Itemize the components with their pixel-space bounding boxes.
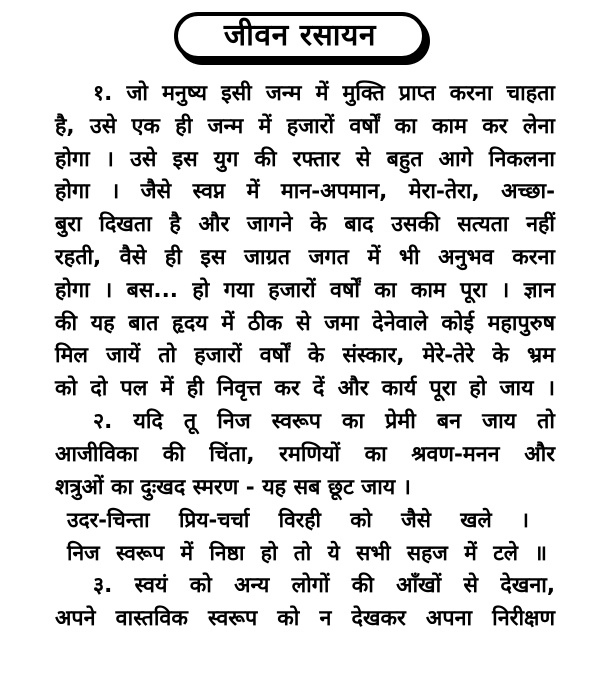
paragraph-line: है, उसे एक ही जन्म में हजारों वर्षों का काम कर लेना (55, 113, 555, 139)
paragraph-line: की यह बात हृदय में ठीक से जमा देनेवाले कोई महापुरुष (55, 310, 555, 336)
verse-line: निज स्वरूप में निष्ठा हो तो ये सभी सहज में टले ॥ (67, 541, 547, 566)
paragraph-line: बुरा दिखता है और जागने के बाद उसकी सत्यता नहीं (55, 212, 555, 238)
page-title: जीवन रसायन (223, 18, 377, 53)
verse-line: उदर-चिन्ता प्रिय-चर्चा विरही को जैसे खले । (67, 508, 529, 533)
paragraph-line: २. यदि तू निज स्वरूप का प्रेमी बन जाय तो (93, 408, 555, 434)
paragraph-line: आजीविका की चिंता, रमणियों का श्रवण-मनन और (55, 441, 555, 467)
paragraph-line: को दो पल में ही निवृत्त कर दें और कार्य पूरा हो जाय । (55, 376, 555, 402)
title-box (174, 12, 426, 60)
body-text (55, 78, 555, 636)
paragraph-line: ३. स्वयं को अन्य लोगों की आँखों से देखना, (93, 572, 555, 598)
paragraph-line: होगा । बस... हो गया हजारों वर्षों का काम पूरा । ज्ञान (55, 277, 555, 303)
paragraph-line: अपने वास्तविक स्वरूप को न देखकर अपना निरीक्षण (55, 605, 555, 631)
paragraph-line: १. जो मनुष्य इसी जन्म में मुक्ति प्राप्त करना चाहता (93, 81, 555, 106)
paragraph-line: होगा । उसे इस युग की रफ्तार से बहुत आगे निकलना (55, 146, 555, 172)
paragraph-line: रहती, वैसे ही इस जाग्रत जगत में भी अनुभव करना (55, 244, 555, 270)
paragraph-line: शत्रुओं का दुःखद स्मरण - यह सब छूट जाय । (55, 474, 411, 500)
paragraph-line: होगा । जैसे स्वप्न में मान-अपमान, मेरा-तेरा, अच्छा- (55, 179, 555, 205)
paragraph-line: मिल जायें तो हजारों वर्षों के संस्कार, मेरे-तेरे के भ्रम (55, 343, 555, 369)
